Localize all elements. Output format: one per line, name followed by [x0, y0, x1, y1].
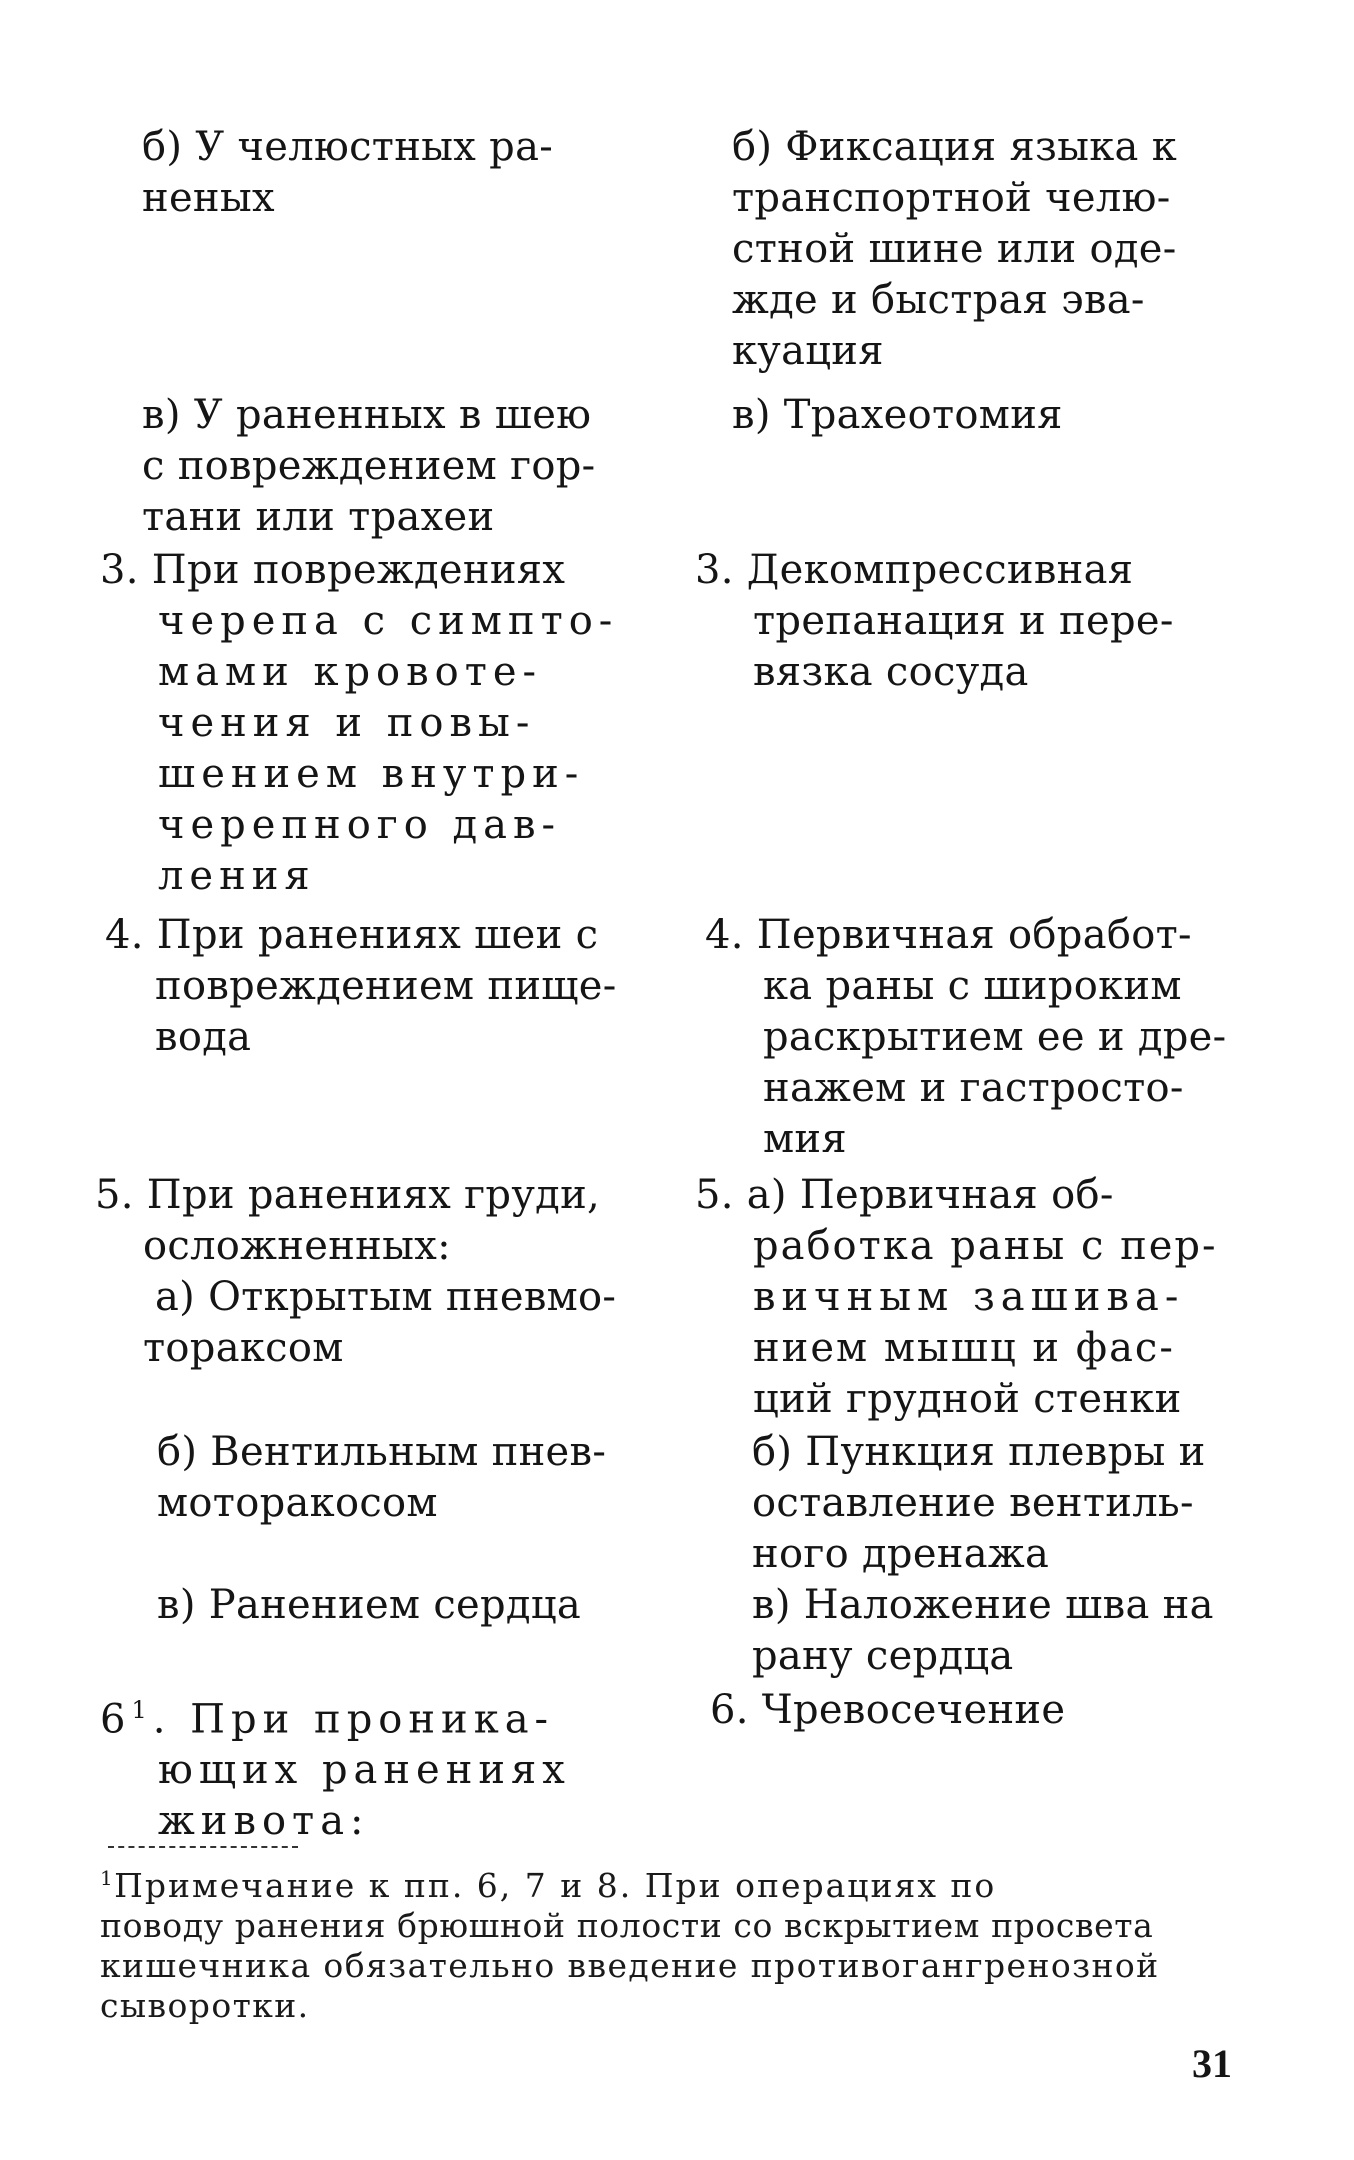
text-line: б) У челюстных ра- [142, 124, 554, 170]
text-line: мия [763, 1116, 847, 1162]
text-line: 3. Декомпрессивная [695, 547, 1134, 593]
text-line: 5. а) Первичная об- [695, 1172, 1114, 1218]
treatment-cell [705, 910, 1265, 1165]
footnote-marker: 1 [100, 1866, 115, 1890]
text-line: ющих ранениях [158, 1747, 571, 1794]
text-line: работка раны с пер- [753, 1223, 1218, 1269]
text-line: с повреждением гор- [142, 443, 596, 489]
treatment-cell [710, 1580, 1312, 1682]
text-line: черепа с симпто- [158, 598, 619, 644]
text-line: рану сердца [752, 1633, 1014, 1679]
text-line: нажем и гастросто- [763, 1065, 1184, 1111]
text-line: вязка сосуда [753, 649, 1029, 695]
text-line: в) У раненных в шею [142, 392, 592, 438]
footnote [100, 1858, 1265, 2026]
treatment-cell [710, 1427, 1312, 1580]
text-line: стной шине или оде- [732, 226, 1177, 272]
treatment-cell [695, 545, 1255, 698]
text-line: куация [732, 328, 884, 374]
condition-cell [95, 1170, 640, 1374]
item-text: . При проника- [152, 1696, 555, 1743]
treatment-cell [690, 122, 1292, 377]
text-line: раскрытием ее и дре- [763, 1014, 1227, 1060]
text-line: мами кровоте- [158, 649, 543, 695]
text-line: чения и повы- [158, 700, 536, 746]
footnote-marker: 1 [131, 1696, 153, 1724]
text-line [100, 1858, 1265, 1906]
text-line: жде и быстрая эва- [732, 277, 1145, 323]
text-line: а) Открытым пневмо- [155, 1274, 617, 1320]
text-line: живота: [158, 1798, 370, 1845]
text-line: сыворотки. [100, 1986, 310, 2025]
text-line: Примечание к пп. 6, 7 и 8. При операциях по [114, 1866, 997, 1905]
text-line: б) Фиксация языка к [732, 124, 1177, 170]
footnote-rule [108, 1846, 298, 1848]
condition-cell [100, 1685, 645, 1847]
condition-cell [100, 390, 687, 543]
text-line: б) Пункция плевры и [752, 1429, 1206, 1475]
text-line: б) Вентильным пнев- [157, 1429, 607, 1475]
condition-cell [100, 545, 645, 902]
text-line: тани или трахеи [142, 494, 495, 540]
text-line: ления [158, 853, 316, 899]
text-line: нием мышц и фас- [753, 1325, 1175, 1371]
text-line: 3. При повреждениях [100, 547, 566, 593]
condition-cell [115, 1580, 702, 1631]
text-line: транспортной челю- [732, 175, 1171, 221]
text-line: тораксом [143, 1325, 344, 1371]
text-line: ного дренажа [752, 1531, 1050, 1577]
text-line: 6. Чревосечение [710, 1687, 1066, 1733]
text-line: вичным зашива- [753, 1274, 1185, 1320]
text-line: в) Наложение шва на [752, 1582, 1214, 1628]
text-line [100, 1685, 645, 1745]
treatment-cell [710, 1685, 1270, 1736]
text-line: осложненных: [143, 1223, 451, 1269]
text-line: повреждением пище- [155, 963, 617, 1009]
treatment-cell [695, 1170, 1255, 1425]
text-line: моторакосом [157, 1480, 438, 1526]
text-line: трепанация и пере- [753, 598, 1174, 644]
text-line: шением внутри- [158, 751, 585, 797]
text-line: 4. При ранениях шеи с [105, 912, 599, 958]
text-line: в) Трахеотомия [732, 392, 1063, 438]
text-line: 4. Первичная обработ- [705, 912, 1192, 958]
text-line: черепного дав- [158, 802, 562, 848]
text-line: кишечника обязательно введение противогангренозной [100, 1946, 1160, 1985]
text-line: в) Ранением сердца [157, 1582, 582, 1628]
treatment-cell [690, 390, 1292, 441]
text-line: неных [142, 175, 275, 221]
text-line: оставление вентиль- [752, 1480, 1194, 1526]
condition-cell [100, 122, 687, 224]
condition-cell [105, 910, 650, 1063]
text-line: поводу ранения брюшной полости со вскрытием просвета [100, 1906, 1154, 1945]
item-number: 6 [100, 1696, 132, 1743]
text-line: ций грудной стенки [753, 1376, 1182, 1422]
page-number: 31 [1192, 2041, 1232, 2086]
text-line: ка раны с широким [763, 963, 1182, 1009]
condition-cell [115, 1427, 702, 1529]
text-line: 5. При ранениях груди, [95, 1172, 601, 1218]
text-line: вода [155, 1014, 252, 1060]
